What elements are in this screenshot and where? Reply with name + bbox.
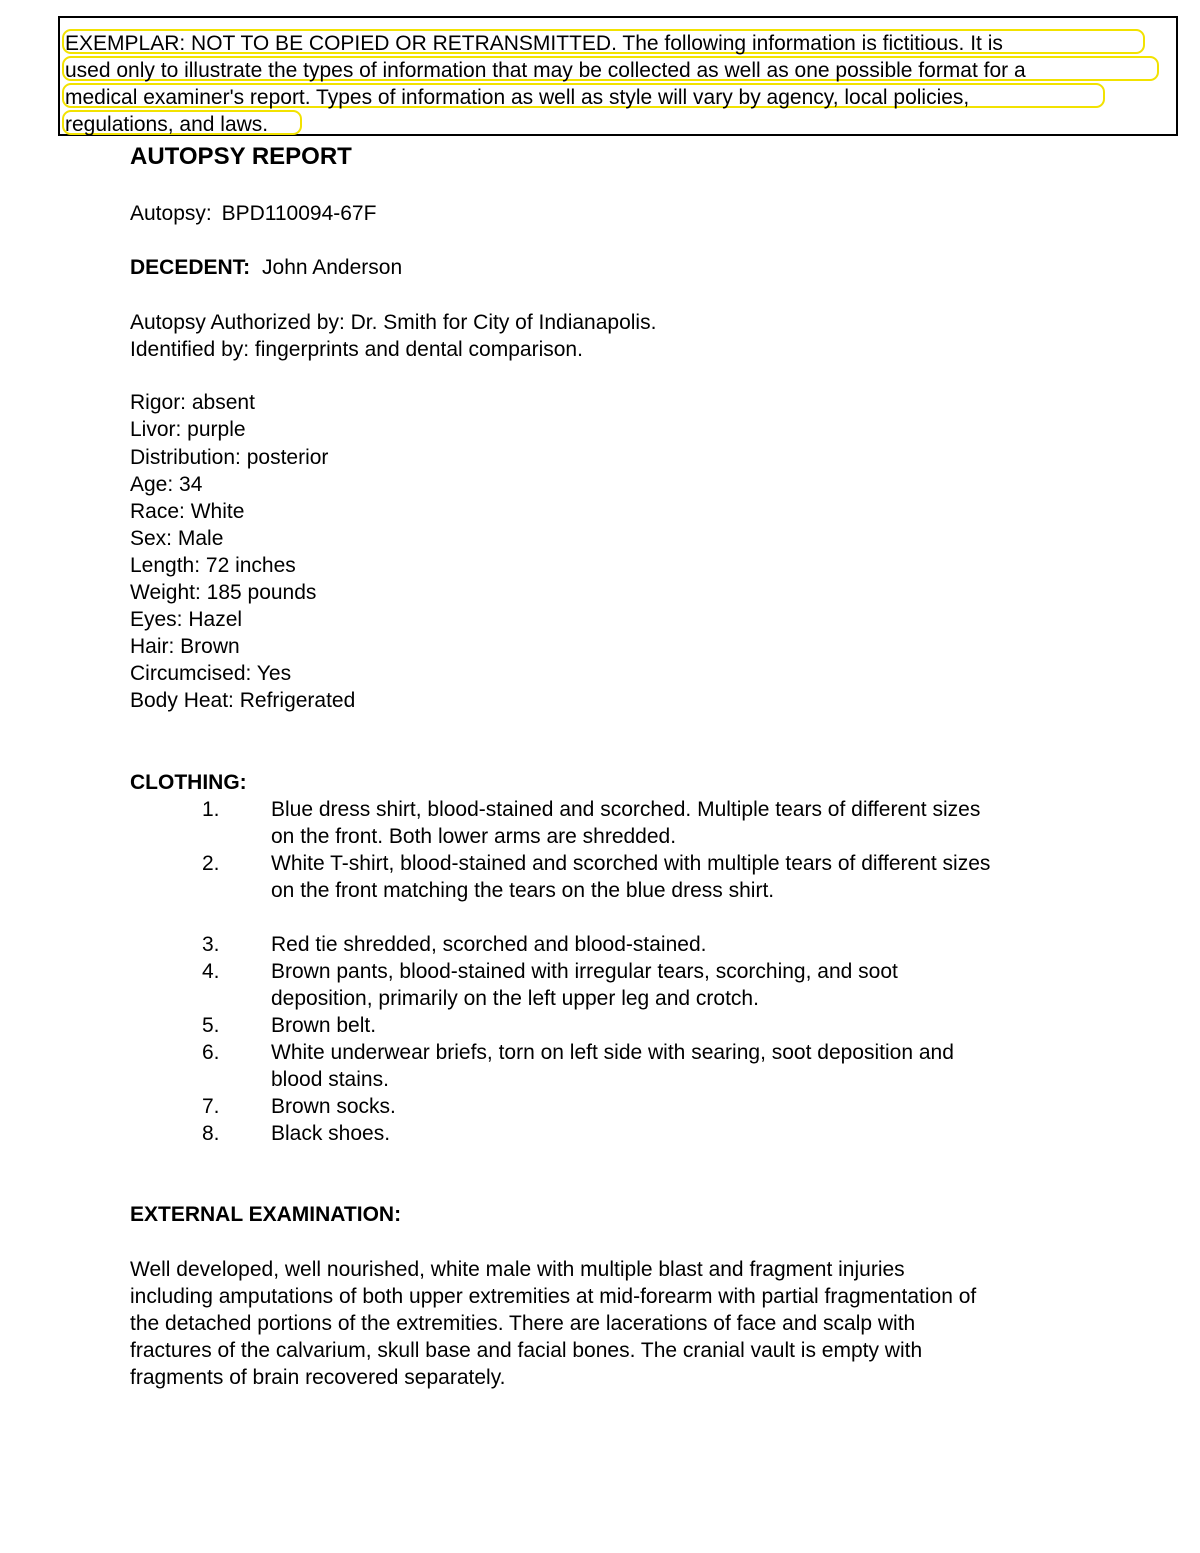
clothing-heading: CLOTHING:	[130, 771, 247, 794]
autopsy-number-row	[130, 202, 376, 226]
autopsy-number: BPD110094-67F	[221, 202, 377, 225]
clothing-item-number: 5.	[202, 1014, 220, 1037]
disclaimer-line: EXEMPLAR: NOT TO BE COPIED OR RETRANSMITTED. The following information is fictitious. It is	[62, 29, 1145, 54]
clothing-item-number: 4.	[202, 960, 220, 983]
external-examination-text: Well developed, well nourished, white male with multiple blast and fragment injuries including amputations of both upper extremities at mid-forearm with partial fragmentation of the detached portions of the extremities. There are lacerations of face and scalp with fractures of the calvarium, skull base and facial bones. The cranial vault is empty with fragments of brain recovered separately.	[130, 1258, 977, 1389]
attribute-hair: Hair: Brown	[130, 635, 240, 658]
clothing-item-number: 2.	[202, 852, 220, 875]
disclaimer-line: regulations, and laws.	[62, 110, 302, 135]
report-title: AUTOPSY REPORT	[130, 143, 352, 170]
disclaimer-line: used only to illustrate the types of information that may be collected as well as one possible format for a	[62, 56, 1159, 81]
clothing-item-text: White underwear briefs, torn on left side with searing, soot deposition and blood stains.	[271, 1041, 954, 1091]
decedent-label: DECEDENT:	[130, 256, 251, 279]
decedent-row	[130, 256, 402, 280]
external-examination-heading: EXTERNAL EXAMINATION:	[130, 1203, 402, 1226]
clothing-item-number: 6.	[202, 1041, 220, 1064]
attribute-circumcised: Circumcised: Yes	[130, 662, 292, 685]
clothing-item-text: Brown socks.	[271, 1095, 396, 1118]
clothing-item-text: Black shoes.	[271, 1122, 391, 1145]
clothing-item-text: Brown pants, blood-stained with irregular tears, scorching, and soot deposition, primarily on the left upper leg and crotch.	[271, 960, 898, 1010]
identified-by: Identified by: fingerprints and dental comparison.	[130, 338, 583, 361]
attribute-age: Age: 34	[130, 473, 203, 496]
clothing-item-number: 3.	[202, 933, 220, 956]
attribute-livor: Livor: purple	[130, 418, 246, 441]
attribute-weight: Weight: 185 pounds	[130, 581, 317, 604]
attribute-body-heat: Body Heat: Refrigerated	[130, 689, 356, 712]
disclaimer-box	[58, 16, 1178, 136]
attribute-length: Length: 72 inches	[130, 554, 296, 577]
authorized-by: Autopsy Authorized by: Dr. Smith for City of Indianapolis.	[130, 311, 657, 334]
clothing-item-text: Blue dress shirt, blood-stained and scorched. Multiple tears of different sizes on the front. Both lower arms are shredded.	[271, 798, 981, 848]
decedent-name: John Anderson	[262, 256, 403, 279]
disclaimer-line: medical examiner's report. Types of information as well as style will vary by agency, local policies,	[62, 83, 1105, 108]
attribute-distribution: Distribution: posterior	[130, 446, 329, 469]
clothing-item-text: White T-shirt, blood-stained and scorched with multiple tears of different sizes on the front matching the tears on the blue dress shirt.	[271, 852, 991, 902]
clothing-item-text: Brown belt.	[271, 1014, 377, 1037]
clothing-item-number: 7.	[202, 1095, 220, 1118]
attribute-rigor: Rigor: absent	[130, 391, 255, 414]
attribute-eyes: Eyes: Hazel	[130, 608, 243, 631]
clothing-item-number: 1.	[202, 798, 220, 821]
attribute-sex: Sex: Male	[130, 527, 224, 550]
clothing-item-text: Red tie shredded, scorched and blood-stained.	[271, 933, 707, 956]
clothing-item-number: 8.	[202, 1122, 220, 1145]
attribute-race: Race: White	[130, 500, 245, 523]
autopsy-label: Autopsy:	[130, 202, 212, 225]
